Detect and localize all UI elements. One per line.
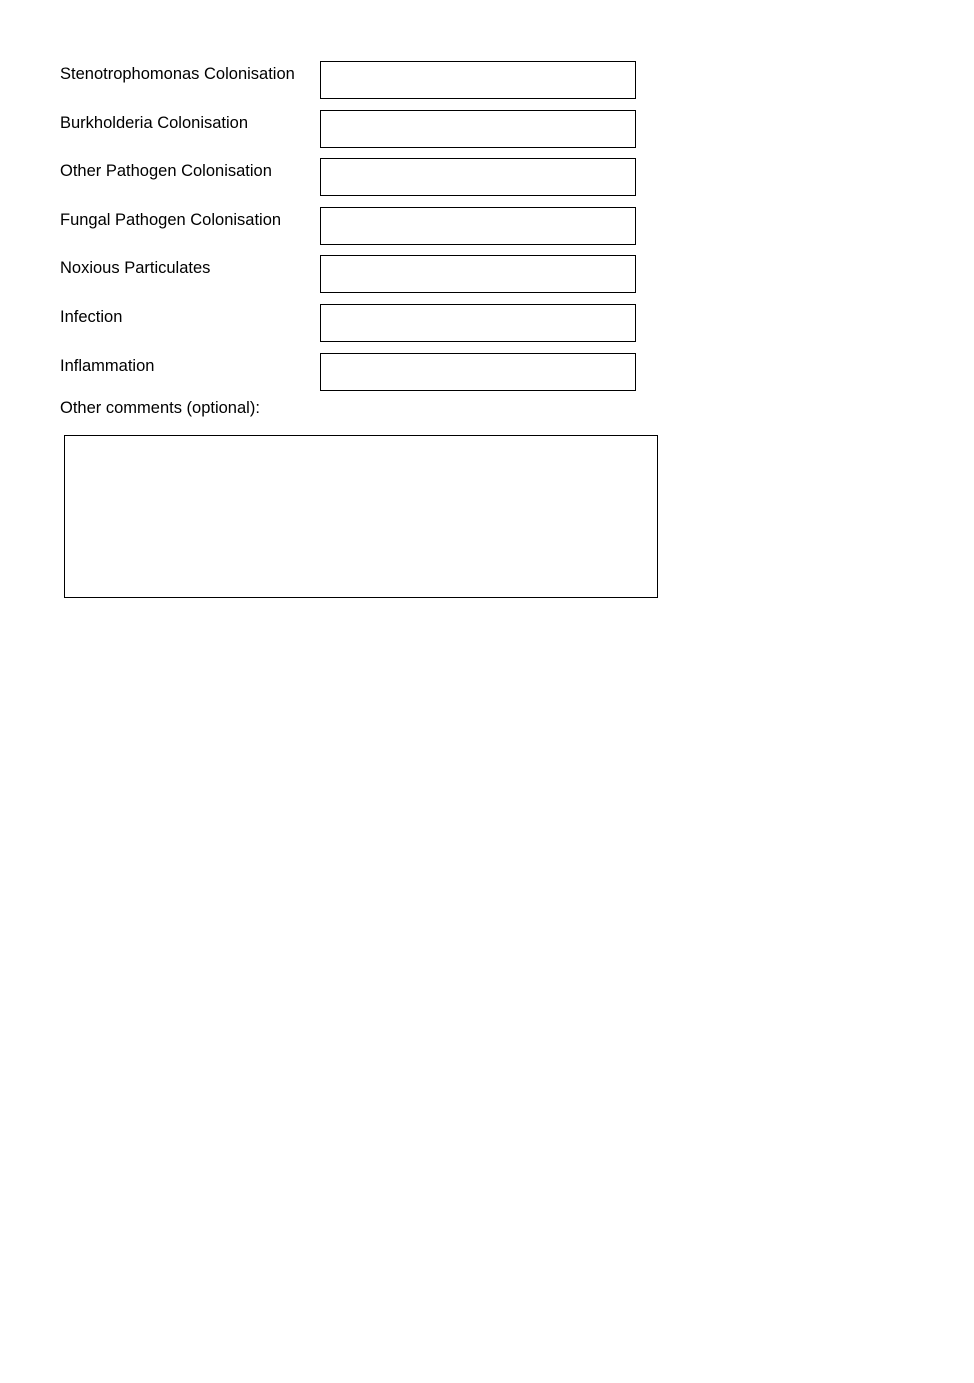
other-pathogen-label: Other Pathogen Colonisation bbox=[60, 162, 272, 180]
form-row-infection bbox=[0, 304, 974, 344]
comments-label: Other comments (optional): bbox=[60, 399, 260, 417]
form-row-other-pathogen bbox=[0, 158, 974, 198]
form-row-fungal-pathogen bbox=[0, 207, 974, 247]
other-pathogen-input[interactable] bbox=[320, 158, 636, 196]
form-row-burkholderia bbox=[0, 110, 974, 150]
burkholderia-input[interactable] bbox=[320, 110, 636, 148]
inflammation-label: Inflammation bbox=[60, 357, 155, 375]
inflammation-input[interactable] bbox=[320, 353, 636, 391]
infection-input[interactable] bbox=[320, 304, 636, 342]
form-row-noxious-particulates bbox=[0, 255, 974, 295]
burkholderia-label: Burkholderia Colonisation bbox=[60, 114, 249, 132]
fungal-pathogen-input[interactable] bbox=[320, 207, 636, 245]
form-row-stenotrophomonas bbox=[0, 61, 974, 101]
noxious-particulates-input[interactable] bbox=[320, 255, 636, 293]
comments-textarea[interactable] bbox=[64, 435, 658, 598]
stenotrophomonas-label: Stenotrophomonas Colonisation bbox=[60, 65, 295, 83]
form-row-inflammation bbox=[0, 353, 974, 393]
infection-label: Infection bbox=[60, 308, 123, 326]
noxious-particulates-label: Noxious Particulates bbox=[60, 259, 211, 277]
stenotrophomonas-input[interactable] bbox=[320, 61, 636, 99]
fungal-pathogen-label: Fungal Pathogen Colonisation bbox=[60, 211, 282, 229]
